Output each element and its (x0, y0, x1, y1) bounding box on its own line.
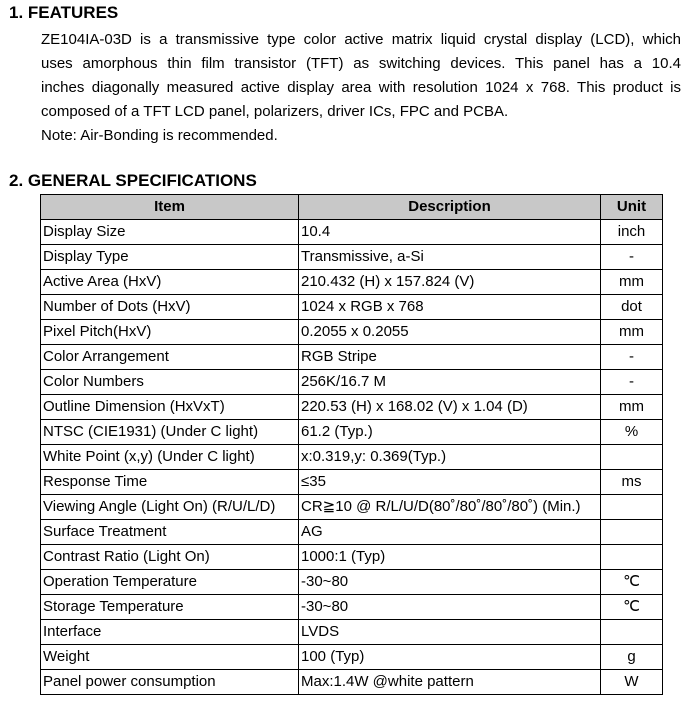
spec-item-cell: Storage Temperature (41, 595, 299, 620)
table-row (41, 670, 663, 695)
spec-description-cell: -30~80 (299, 595, 601, 620)
spec-unit-cell: mm (601, 395, 663, 420)
table-row (41, 445, 663, 470)
spec-item-cell: Weight (41, 645, 299, 670)
spec-description-cell: 100 (Typ) (299, 645, 601, 670)
spec-unit-cell: g (601, 645, 663, 670)
spec-description-cell: 0.2055 x 0.2055 (299, 320, 601, 345)
spec-item-cell: Panel power consumption (41, 670, 299, 695)
spec-item-cell: Color Numbers (41, 370, 299, 395)
spec-unit-cell (601, 620, 663, 645)
spec-description-cell: 1000:1 (Typ) (299, 545, 601, 570)
spec-unit-cell: W (601, 670, 663, 695)
spec-item-cell: Display Type (41, 245, 299, 270)
column-header-unit: Unit (601, 195, 663, 220)
spec-unit-cell: mm (601, 320, 663, 345)
spec-unit-cell: mm (601, 270, 663, 295)
spec-item-cell: Viewing Angle (Light On) (R/U/L/D) (41, 495, 299, 520)
spec-item-cell: Pixel Pitch(HxV) (41, 320, 299, 345)
spec-unit-cell: ℃ (601, 570, 663, 595)
spec-description-cell: 220.53 (H) x 168.02 (V) x 1.04 (D) (299, 395, 601, 420)
table-row (41, 370, 663, 395)
table-row (41, 520, 663, 545)
spec-item-cell: Interface (41, 620, 299, 645)
features-line: composed of a TFT LCD panel, polarizers, driver ICs, FPC and PCBA. (41, 103, 509, 120)
spec-description-cell: LVDS (299, 620, 601, 645)
spec-description-cell: 10.4 (299, 220, 601, 245)
spec-description-cell: RGB Stripe (299, 345, 601, 370)
table-row (41, 645, 663, 670)
spec-description-cell: CR≧10 @ R/L/U/D(80˚/80˚/80˚/80˚) (Min.) (299, 495, 601, 520)
specifications-table (40, 194, 663, 695)
spec-unit-cell: ms (601, 470, 663, 495)
table-body (41, 220, 663, 695)
spec-description-cell: 61.2 (Typ.) (299, 420, 601, 445)
spec-unit-cell: - (601, 345, 663, 370)
spec-description-cell: Max:1.4W @white pattern (299, 670, 601, 695)
spec-unit-cell: inch (601, 220, 663, 245)
features-paragraph (41, 28, 681, 148)
table-row (41, 220, 663, 245)
spec-description-cell: 1024 x RGB x 768 (299, 295, 601, 320)
spec-description-cell: 256K/16.7 M (299, 370, 601, 395)
features-line: uses amorphous thin film transistor (TFT) as switching devices. This panel has a 10.4 (41, 55, 681, 72)
table-row (41, 245, 663, 270)
spec-item-cell: Operation Temperature (41, 570, 299, 595)
table-header-row (41, 195, 663, 220)
specs-heading: 2. GENERAL SPECIFICATIONS (9, 171, 257, 190)
spec-unit-cell: - (601, 370, 663, 395)
spec-unit-cell (601, 495, 663, 520)
table-row (41, 495, 663, 520)
spec-unit-cell: ℃ (601, 595, 663, 620)
table-row (41, 395, 663, 420)
table-row (41, 295, 663, 320)
spec-item-cell: Response Time (41, 470, 299, 495)
spec-description-cell: Transmissive, a-Si (299, 245, 601, 270)
spec-item-cell: White Point (x,y) (Under C light) (41, 445, 299, 470)
spec-description-cell: -30~80 (299, 570, 601, 595)
column-header-item: Item (41, 195, 299, 220)
spec-unit-cell (601, 520, 663, 545)
spec-item-cell: Display Size (41, 220, 299, 245)
table-row (41, 270, 663, 295)
column-header-description: Description (299, 195, 601, 220)
spec-unit-cell: % (601, 420, 663, 445)
spec-unit-cell (601, 445, 663, 470)
spec-item-cell: Active Area (HxV) (41, 270, 299, 295)
table-row (41, 420, 663, 445)
spec-item-cell: Number of Dots (HxV) (41, 295, 299, 320)
spec-description-cell: x:0.319,y: 0.369(Typ.) (299, 445, 601, 470)
spec-item-cell: NTSC (CIE1931) (Under C light) (41, 420, 299, 445)
features-heading: 1. FEATURES (9, 3, 119, 22)
spec-item-cell: Outline Dimension (HxVxT) (41, 395, 299, 420)
features-note: Note: Air-Bonding is recommended. (41, 127, 278, 144)
spec-description-cell: ≤35 (299, 470, 601, 495)
table-row (41, 470, 663, 495)
spec-description-cell: AG (299, 520, 601, 545)
features-line: ZE104IA-03D is a transmissive type color active matrix liquid crystal display (LCD), which (41, 31, 681, 48)
table-row (41, 320, 663, 345)
spec-item-cell: Surface Treatment (41, 520, 299, 545)
spec-item-cell: Color Arrangement (41, 345, 299, 370)
table-row (41, 595, 663, 620)
spec-unit-cell (601, 545, 663, 570)
spec-description-cell: 210.432 (H) x 157.824 (V) (299, 270, 601, 295)
table-row (41, 620, 663, 645)
features-line: inches diagonally measured active display area with resolution 1024 x 768. This product is (41, 79, 681, 96)
spec-unit-cell: dot (601, 295, 663, 320)
table-row (41, 345, 663, 370)
table-row (41, 545, 663, 570)
spec-item-cell: Contrast Ratio (Light On) (41, 545, 299, 570)
table-row (41, 570, 663, 595)
spec-unit-cell: - (601, 245, 663, 270)
